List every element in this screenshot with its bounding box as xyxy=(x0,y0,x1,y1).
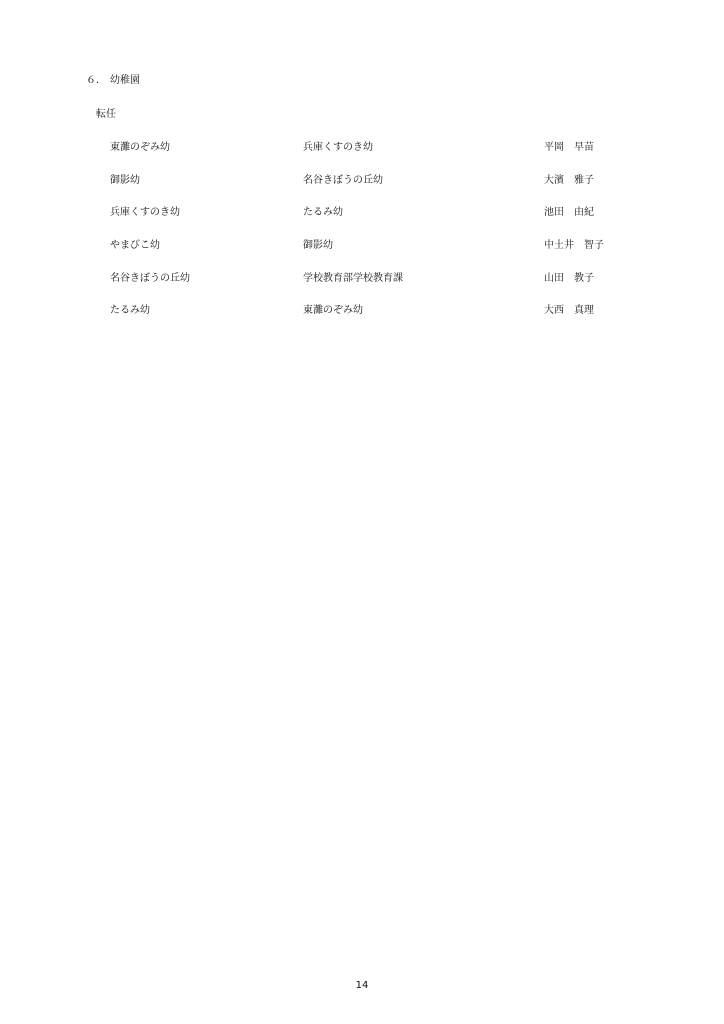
from-school: 御影幼 xyxy=(110,175,140,186)
to-school: 兵庫くすのき幼 xyxy=(303,142,373,153)
from-school: やまびこ幼 xyxy=(110,240,160,251)
from-school: 名谷きぼうの丘幼 xyxy=(110,273,190,284)
page-number: 14 xyxy=(355,980,369,991)
person-name: 山田 教子 xyxy=(544,273,594,284)
transfer-list xyxy=(0,0,724,400)
person-name: 平岡 早苗 xyxy=(544,142,594,153)
to-school: 学校教育部学校教育課 xyxy=(303,273,403,284)
from-school: 東灘のぞみ幼 xyxy=(110,142,170,153)
person-name: 大西 真理 xyxy=(544,305,594,316)
from-school: 兵庫くすのき幼 xyxy=(110,207,180,218)
to-school: たるみ幼 xyxy=(303,207,343,218)
person-name: 池田 由紀 xyxy=(544,207,594,218)
list-item xyxy=(0,306,724,320)
list-item xyxy=(0,143,724,157)
list-item xyxy=(0,208,724,222)
to-school: 名谷きぼうの丘幼 xyxy=(303,175,383,186)
to-school: 東灘のぞみ幼 xyxy=(303,305,363,316)
list-item xyxy=(0,176,724,190)
person-name: 中土井 智子 xyxy=(544,240,604,251)
section-number: ６． xyxy=(86,75,106,86)
list-item xyxy=(0,274,724,288)
person-name: 大濱 雅子 xyxy=(544,175,594,186)
list-item xyxy=(0,241,724,255)
from-school: たるみ幼 xyxy=(110,305,150,316)
to-school: 御影幼 xyxy=(303,240,333,251)
section-title: 幼稚園 xyxy=(110,75,140,86)
subsection-heading: 転任 xyxy=(96,109,116,120)
